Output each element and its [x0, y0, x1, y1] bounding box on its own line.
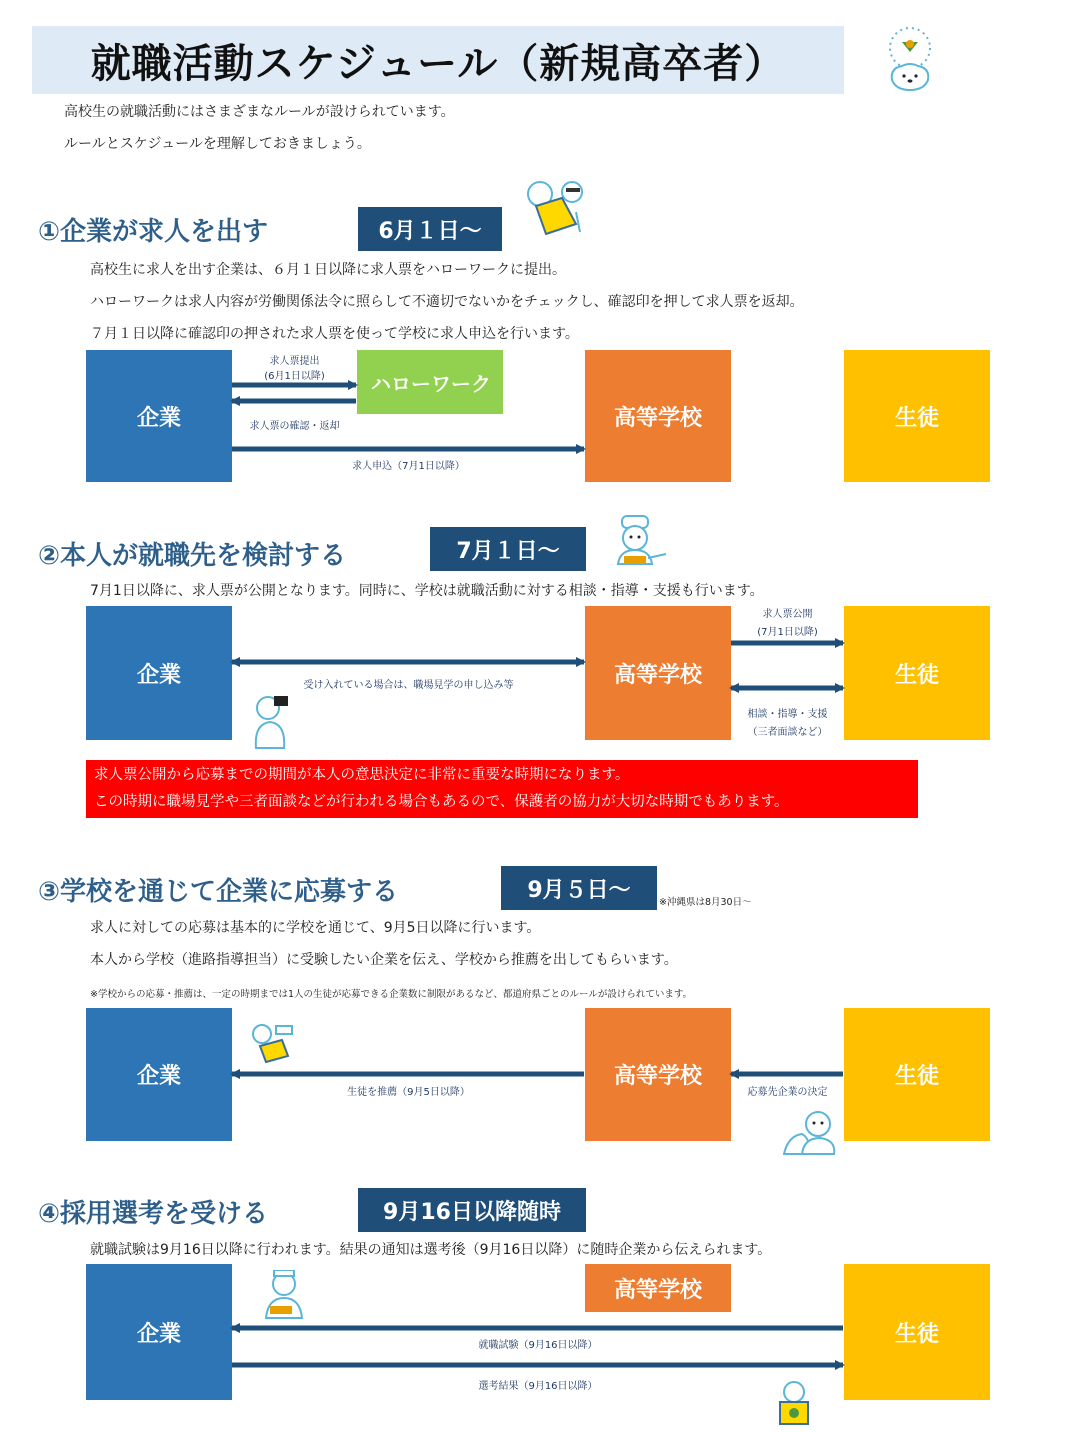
- section1-text-1: 高校生に求人を出す企業は、６月１日以降に求人票をハローワークに提出。: [90, 262, 566, 278]
- section1-student-box: 生徒: [844, 350, 990, 482]
- section2-text: 7月1日以降に、求人票が公開となります。同時に、学校は就職活動に対する相談・指導・支援も行います。: [90, 583, 764, 599]
- intro-line-2: ルールとスケジュールを理解しておきましょう。: [64, 136, 371, 152]
- section2-support-label-2: （三者面談など）: [747, 727, 828, 738]
- section2-publish-label-1: 求人票公開: [762, 609, 813, 620]
- section4-date-badge: 9月16日以降随時: [358, 1188, 586, 1232]
- section2-support-label-1: 相談・指導・支援: [747, 709, 828, 720]
- section1-text-2: ハローワークは求人内容が労働関係法令に照らして不適切でないかをチェックし、確認印を押して求人票を返却。: [90, 294, 804, 310]
- section4-exam-label: 就職試験（9月16日以降）: [478, 1340, 598, 1351]
- page-title: 就職活動スケジュール（新規高卒者）: [90, 40, 786, 87]
- section1-date-badge: 6月１日～: [358, 207, 502, 251]
- section3-note: ※学校からの応募・推薦は、一定の時期までは1人の生徒が応募できる企業数に制限があるなど、都道府県ごとのルールが設けられています。: [90, 989, 693, 1000]
- section4-student-box: 生徒: [844, 1264, 990, 1400]
- section1-text-3: ７月１日以降に確認印の押された求人票を使って学校に求人申込を行います。: [90, 326, 579, 342]
- section4-school-box: 高等学校: [585, 1264, 731, 1312]
- section1-submit-label-2: (6月1日以降): [264, 371, 325, 382]
- section3-text-2: 本人から学校（進路指導担当）に受験したい企業を伝え、学校から推薦を出してもらいます。: [90, 952, 678, 968]
- section2-heading: ②本人が就職先を検討する: [38, 541, 347, 571]
- section2-publish-label-2: (7月1日以降): [757, 627, 818, 638]
- section3-date-note: ※沖縄県は8月30日～: [659, 897, 752, 908]
- section3-company-box: 企業: [86, 1008, 232, 1141]
- section2-tour-label: 受け入れている場合は、職場見学の申し込み等: [303, 680, 514, 691]
- section1-apply-label: 求人申込（7月1日以降）: [352, 461, 465, 472]
- section1-return-label: 求人票の確認・返却: [249, 421, 340, 432]
- section4-heading: ④採用選考を受ける: [38, 1199, 269, 1229]
- section2-school-box: 高等学校: [585, 606, 731, 740]
- section1-submit-label-1: 求人票提出: [269, 356, 320, 367]
- section3-student-box: 生徒: [844, 1008, 990, 1141]
- section2-warning-line-1: 求人票公開から応募までの期間が本人の意思決定に非常に重要な時期になります。: [94, 767, 630, 783]
- section3-heading: ③学校を通じて企業に応募する: [38, 877, 399, 907]
- section1-company-box: 企業: [86, 350, 232, 482]
- section4-result-label: 選考結果（9月16日以降）: [478, 1381, 598, 1392]
- section1-hellowork-box: ハローワーク: [357, 350, 503, 414]
- section4-text: 就職試験は9月16日以降に行われます。結果の通知は選考後（9月16日以降）に随時企業から伝えられます。: [90, 1242, 772, 1258]
- section3-recommend-label: 生徒を推薦（9月5日以降）: [347, 1087, 470, 1098]
- section3-decide-label: 応募先企業の決定: [747, 1087, 828, 1098]
- section1-school-box: 高等学校: [585, 350, 731, 482]
- section2-warning-line-2: この時期に職場見学や三者面談などが行われる場合もあるので、保護者の協力が大切な時期でもあります。: [94, 794, 789, 810]
- section3-text-1: 求人に対しての応募は基本的に学校を通じて、9月5日以降に行います。: [90, 920, 541, 936]
- intro-line-1: 高校生の就職活動にはさまざまなルールが設けられています。: [64, 104, 455, 120]
- section2-date-badge: 7月１日～: [430, 527, 586, 571]
- section1-heading: ①企業が求人を出す: [38, 217, 269, 247]
- section3-school-box: 高等学校: [585, 1008, 731, 1141]
- section4-company-box: 企業: [86, 1264, 232, 1400]
- section2-company-box: 企業: [86, 606, 232, 740]
- section2-student-box: 生徒: [844, 606, 990, 740]
- section3-date-badge: 9月５日～: [501, 866, 657, 910]
